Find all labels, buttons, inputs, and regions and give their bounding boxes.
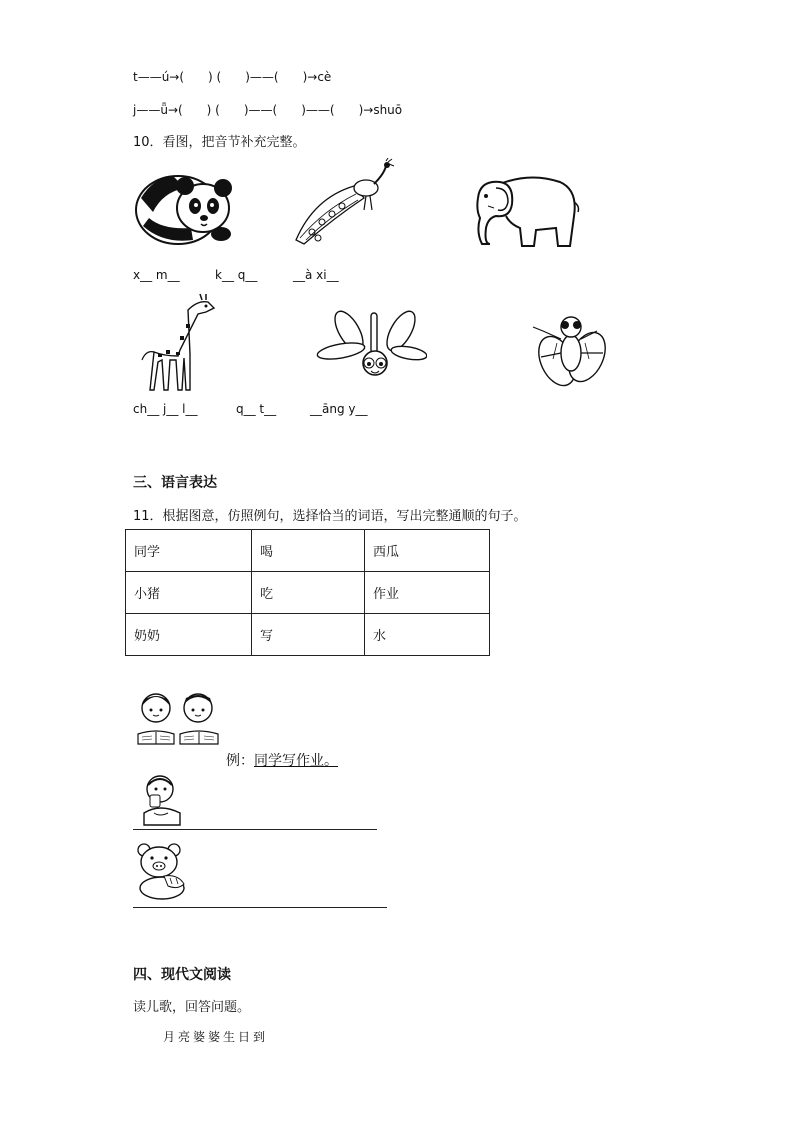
pig-eating-image xyxy=(134,840,190,900)
word-table xyxy=(125,529,490,656)
answer-line-grandma[interactable] xyxy=(133,829,377,830)
pinyin-blank-fly: __āng y__ xyxy=(310,402,368,416)
table-cell: 小猪 xyxy=(126,572,252,614)
dragonfly-image xyxy=(315,307,427,387)
section-title-3: 三、语言表达 xyxy=(133,475,217,491)
table-cell: 西瓜 xyxy=(365,530,490,572)
pinyin-blank-peacock: k__ q__ xyxy=(215,268,258,282)
poem-title: 月亮婆婆生日到 xyxy=(163,1030,269,1044)
q10-prompt: 10．看图，把音节补充完整。 xyxy=(133,135,306,150)
example-answer: 同学写作业。 xyxy=(254,753,338,769)
reading-instruction: 读儿歌，回答问题。 xyxy=(133,1000,251,1015)
peacock-image xyxy=(294,158,396,246)
panda-image xyxy=(133,168,237,246)
table-cell: 喝 xyxy=(252,530,365,572)
giraffe-image xyxy=(136,290,218,392)
table-cell: 写 xyxy=(252,614,365,656)
answer-line-pig[interactable] xyxy=(133,907,387,908)
elephant-image xyxy=(470,172,582,250)
pinyin-blank-giraffe: ch__ j__ l__ xyxy=(133,402,198,416)
table-cell: 吃 xyxy=(252,572,365,614)
table-row xyxy=(126,614,490,656)
table-cell: 同学 xyxy=(126,530,252,572)
pinyin-blank-elephant: __à xi__ xyxy=(293,268,339,282)
table-cell: 作业 xyxy=(365,572,490,614)
fly-image xyxy=(527,313,611,391)
table-row xyxy=(126,530,490,572)
table-cell: 奶奶 xyxy=(126,614,252,656)
pinyin-chain-2: j——ǖ→( ) ( )——( )——( )→shuō xyxy=(133,103,403,117)
example-sentence xyxy=(226,750,338,770)
students-reading-image xyxy=(134,690,224,746)
pinyin-blank-dragonfly: q__ t__ xyxy=(236,402,277,416)
q11-prompt: 11．根据图意，仿照例句，选择恰当的词语，写出完整通顺的句子。 xyxy=(133,509,527,524)
section-title-4: 四、现代文阅读 xyxy=(133,967,231,983)
table-cell: 水 xyxy=(365,614,490,656)
pinyin-blank-panda: x__ m__ xyxy=(133,268,180,282)
grandma-drinking-image xyxy=(136,773,188,827)
example-label: 例： xyxy=(226,753,254,769)
table-row xyxy=(126,572,490,614)
pinyin-chain-1: t——ú→( ) ( )——( )→cè xyxy=(133,70,332,84)
